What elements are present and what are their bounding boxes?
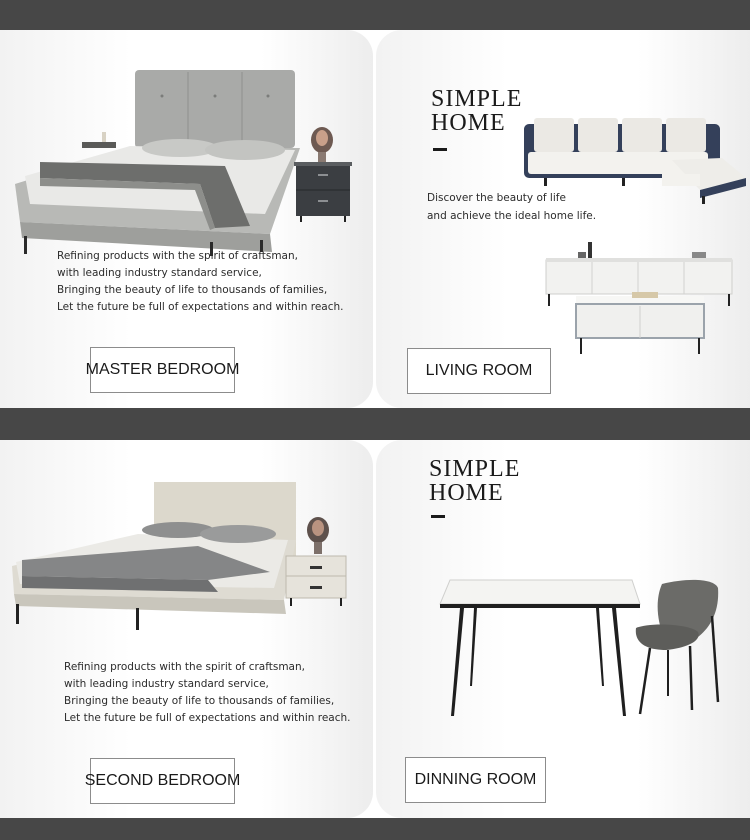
middle-divider-band [0,408,750,440]
master-bed-image [10,66,355,256]
dining-room-card [376,440,750,818]
brand-word: HOME [429,480,504,506]
tagline-line: Refining products with the spirit of craftsman, [64,661,305,673]
bottom-divider-band [0,818,750,840]
brand-dash [433,148,447,151]
brand-dash [431,515,445,518]
tagline-line: with leading industry standard service, [64,678,269,690]
dining-table-chair-image [436,576,722,720]
tagline-line: Bringing the beauty of life to thousands of families, [64,695,335,707]
living-room-brand-title [431,87,522,135]
brand-word: SIMPLE [429,456,521,482]
tv-cabinet-coffee-table-image [542,234,738,356]
second-bedroom-tagline [64,659,350,727]
dining-room-brand-title [429,457,520,505]
dining-room-button[interactable]: DINNING ROOM [405,757,546,803]
brand-word: SIMPLE [431,86,523,112]
brand-word: HOME [431,110,506,136]
subtitle-line: Discover the beauty of life [427,192,566,204]
living-room-card [376,30,750,408]
master-bedroom-tagline [57,248,343,316]
tagline-line: Refining products with the spirit of craftsman, [57,250,298,262]
living-room-button[interactable]: LIVING ROOM [407,348,551,394]
master-bedroom-button[interactable]: MASTER BEDROOM [90,347,235,393]
tagline-line: with leading industry standard service, [57,267,262,279]
top-divider-band [0,0,750,30]
tagline-line: Let the future be full of expectations and within reach. [64,712,351,724]
tagline-line: Let the future be full of expectations and within reach. [57,301,344,313]
living-room-subtitle [427,189,596,225]
master-bedroom-card [0,30,373,408]
tagline-line: Bringing the beauty of life to thousands of families, [57,284,328,296]
subtitle-line: and achieve the ideal home life. [427,210,597,222]
second-bedroom-button[interactable]: SECOND BEDROOM [90,758,235,804]
second-bedroom-card [0,440,373,818]
second-bed-image [8,480,353,636]
